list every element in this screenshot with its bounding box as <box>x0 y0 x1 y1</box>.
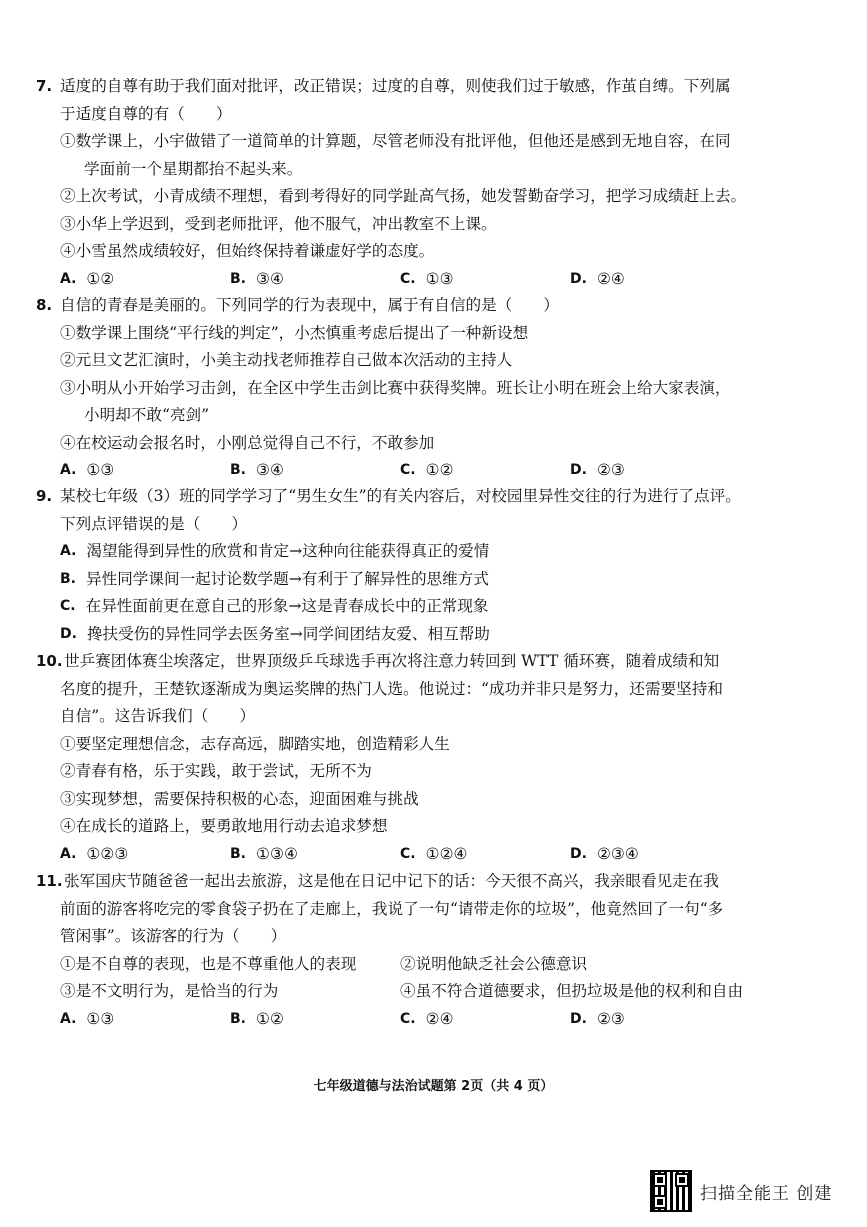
qr-code-icon <box>650 1170 692 1212</box>
question-number: 10. <box>36 652 63 670</box>
answer-options <box>36 841 836 869</box>
option: C. ①② <box>400 461 454 479</box>
statement: ④虽不符合道德要求，但扔垃圾是他的权利和自由 <box>400 982 744 1000</box>
question-10 <box>36 648 836 868</box>
question-stem: 自信的青春是美丽的。下列同学的行为表现中，属于有自信的是（ ） <box>60 296 560 314</box>
choice-a: A. 渴望能得到异性的欣赏和肯定→这种向往能获得真正的爱情 <box>60 542 490 560</box>
statement: ②青春有格，乐于实践，敢于尝试，无所不为 <box>60 762 372 780</box>
statement-row <box>36 978 836 1006</box>
question-stem: 张军国庆节随爸爸一起出去旅游，这是他在日记中记下的话：今天很不高兴，我亲眼看见走在我 <box>64 872 719 890</box>
question-number: 8. <box>36 296 53 314</box>
question-stem: 世乒赛团体赛尘埃落定，世界顶级乒乓球选手再次将注意力转回到 WTT 循环赛，随着成绩和知 <box>64 652 720 670</box>
choice-d: D. 搀扶受伤的异性同学去医务室→同学间团结友爱、相互帮助 <box>60 624 490 643</box>
statement: ②说明他缺乏社会公德意识 <box>400 954 588 973</box>
question-stem: 适度的自尊有助于我们面对批评，改正错误；过度的自尊，则使我们过于敏感，作茧自缚。下列属 <box>60 77 731 95</box>
answer-options <box>36 457 836 485</box>
option: C. ②④ <box>400 1009 454 1028</box>
option: D. ②③ <box>570 1009 625 1028</box>
question-11 <box>36 868 836 1033</box>
statement: 小明却不敢“亮剑” <box>84 406 210 424</box>
option: A. ①② <box>60 269 115 288</box>
question-number: 9. <box>36 487 53 505</box>
statement: ③小华上学迟到，受到老师批评，他不服气，冲出教室不上课。 <box>60 214 497 233</box>
question-number: 7. <box>36 77 53 95</box>
statement: ②元旦文艺汇演时，小美主动找老师推荐自己做本次活动的主持人 <box>60 351 513 369</box>
option: A. ①②③ <box>60 844 129 863</box>
choice-c: C. 在异性面前更在意自己的形象→这是青春成长中的正常现象 <box>60 597 489 615</box>
statement-row <box>36 951 836 979</box>
option: B. ①③④ <box>230 844 298 863</box>
option: B. ③④ <box>230 269 284 288</box>
option: C. ①③ <box>400 269 454 288</box>
question-stem: 下列点评错误的是（ ） <box>60 514 248 533</box>
question-stem: 管闲事”。该游客的行为（ ） <box>60 927 287 945</box>
option: D. ②③④ <box>570 844 639 863</box>
option: A. ①③ <box>60 1009 115 1028</box>
scanner-watermark <box>650 1170 832 1212</box>
statement: ①是不自尊的表现，也是不尊重他人的表现 <box>60 954 357 973</box>
question-8 <box>36 292 836 485</box>
statement: ④小雪虽然成绩较好，但始终保持着谦虚好学的态度。 <box>60 242 435 260</box>
question-stem: 前面的游客将吃完的零食袋子扔在了走廊上，我说了一句“请带走你的垃圾”，他竟然回了一句“多 <box>60 899 724 918</box>
question-stem: 于适度自尊的有（ ） <box>60 104 232 123</box>
question-7 <box>36 73 836 293</box>
question-9 <box>36 483 836 648</box>
statement: ②上次考试，小青成绩不理想，看到考得好的同学趾高气扬，她发誓勤奋学习，把学习成绩赶上去。 <box>60 187 747 205</box>
statement: ③小明从小开始学习击剑，在全区中学生击剑比赛中获得奖牌。班长让小明在班会上给大家表演， <box>60 378 731 397</box>
statement: ③实现梦想，需要保持积极的心态，迎面困难与挑战 <box>60 789 419 808</box>
statement: ③是不文明行为，是恰当的行为 <box>60 982 279 1000</box>
answer-options <box>36 266 836 294</box>
statement: ①数学课上围绕“平行线的判定”，小杰慎重考虑后提出了一种新设想 <box>60 323 529 342</box>
statement: 学面前一个星期都抬不起头来。 <box>84 159 303 178</box>
question-stem: 自信”。这告诉我们（ ） <box>60 707 256 725</box>
answer-options <box>36 1006 836 1034</box>
watermark-text: 扫描全能王 创建 <box>700 1183 833 1204</box>
page-footer: 七年级道德与法治试题第 2页（共 4 页） <box>313 1079 554 1094</box>
option: D. ②③ <box>570 461 625 479</box>
question-number: 11. <box>36 872 63 890</box>
choice-b: B. 异性同学课间一起讨论数学题→有利于了解异性的思维方式 <box>60 569 489 588</box>
option: B. ①② <box>230 1009 284 1028</box>
question-stem: 名度的提升，王楚钦逐渐成为奥运奖牌的热门人选。他说过：“成功并非只是努力，还需要坚持和 <box>60 679 723 698</box>
statement: ①数学课上，小宇做错了一道简单的计算题，尽管老师没有批评他，但他还是感到无地自容，在同 <box>60 132 731 150</box>
option: A. ①③ <box>60 461 115 479</box>
statement: ①要坚定理想信念，志存高远，脚踏实地，创造精彩人生 <box>60 734 450 753</box>
option: D. ②④ <box>570 269 625 288</box>
question-stem: 某校七年级（3）班的同学学习了“男生女生”的有关内容后，对校园里异性交往的行为进行了点评。 <box>60 487 741 505</box>
option: C. ①②④ <box>400 844 468 863</box>
option: B. ③④ <box>230 461 284 479</box>
statement: ④在成长的道路上，要勇敢地用行动去追求梦想 <box>60 817 388 835</box>
statement: ④在校运动会报名时，小刚总觉得自己不行，不敢参加 <box>60 433 435 452</box>
